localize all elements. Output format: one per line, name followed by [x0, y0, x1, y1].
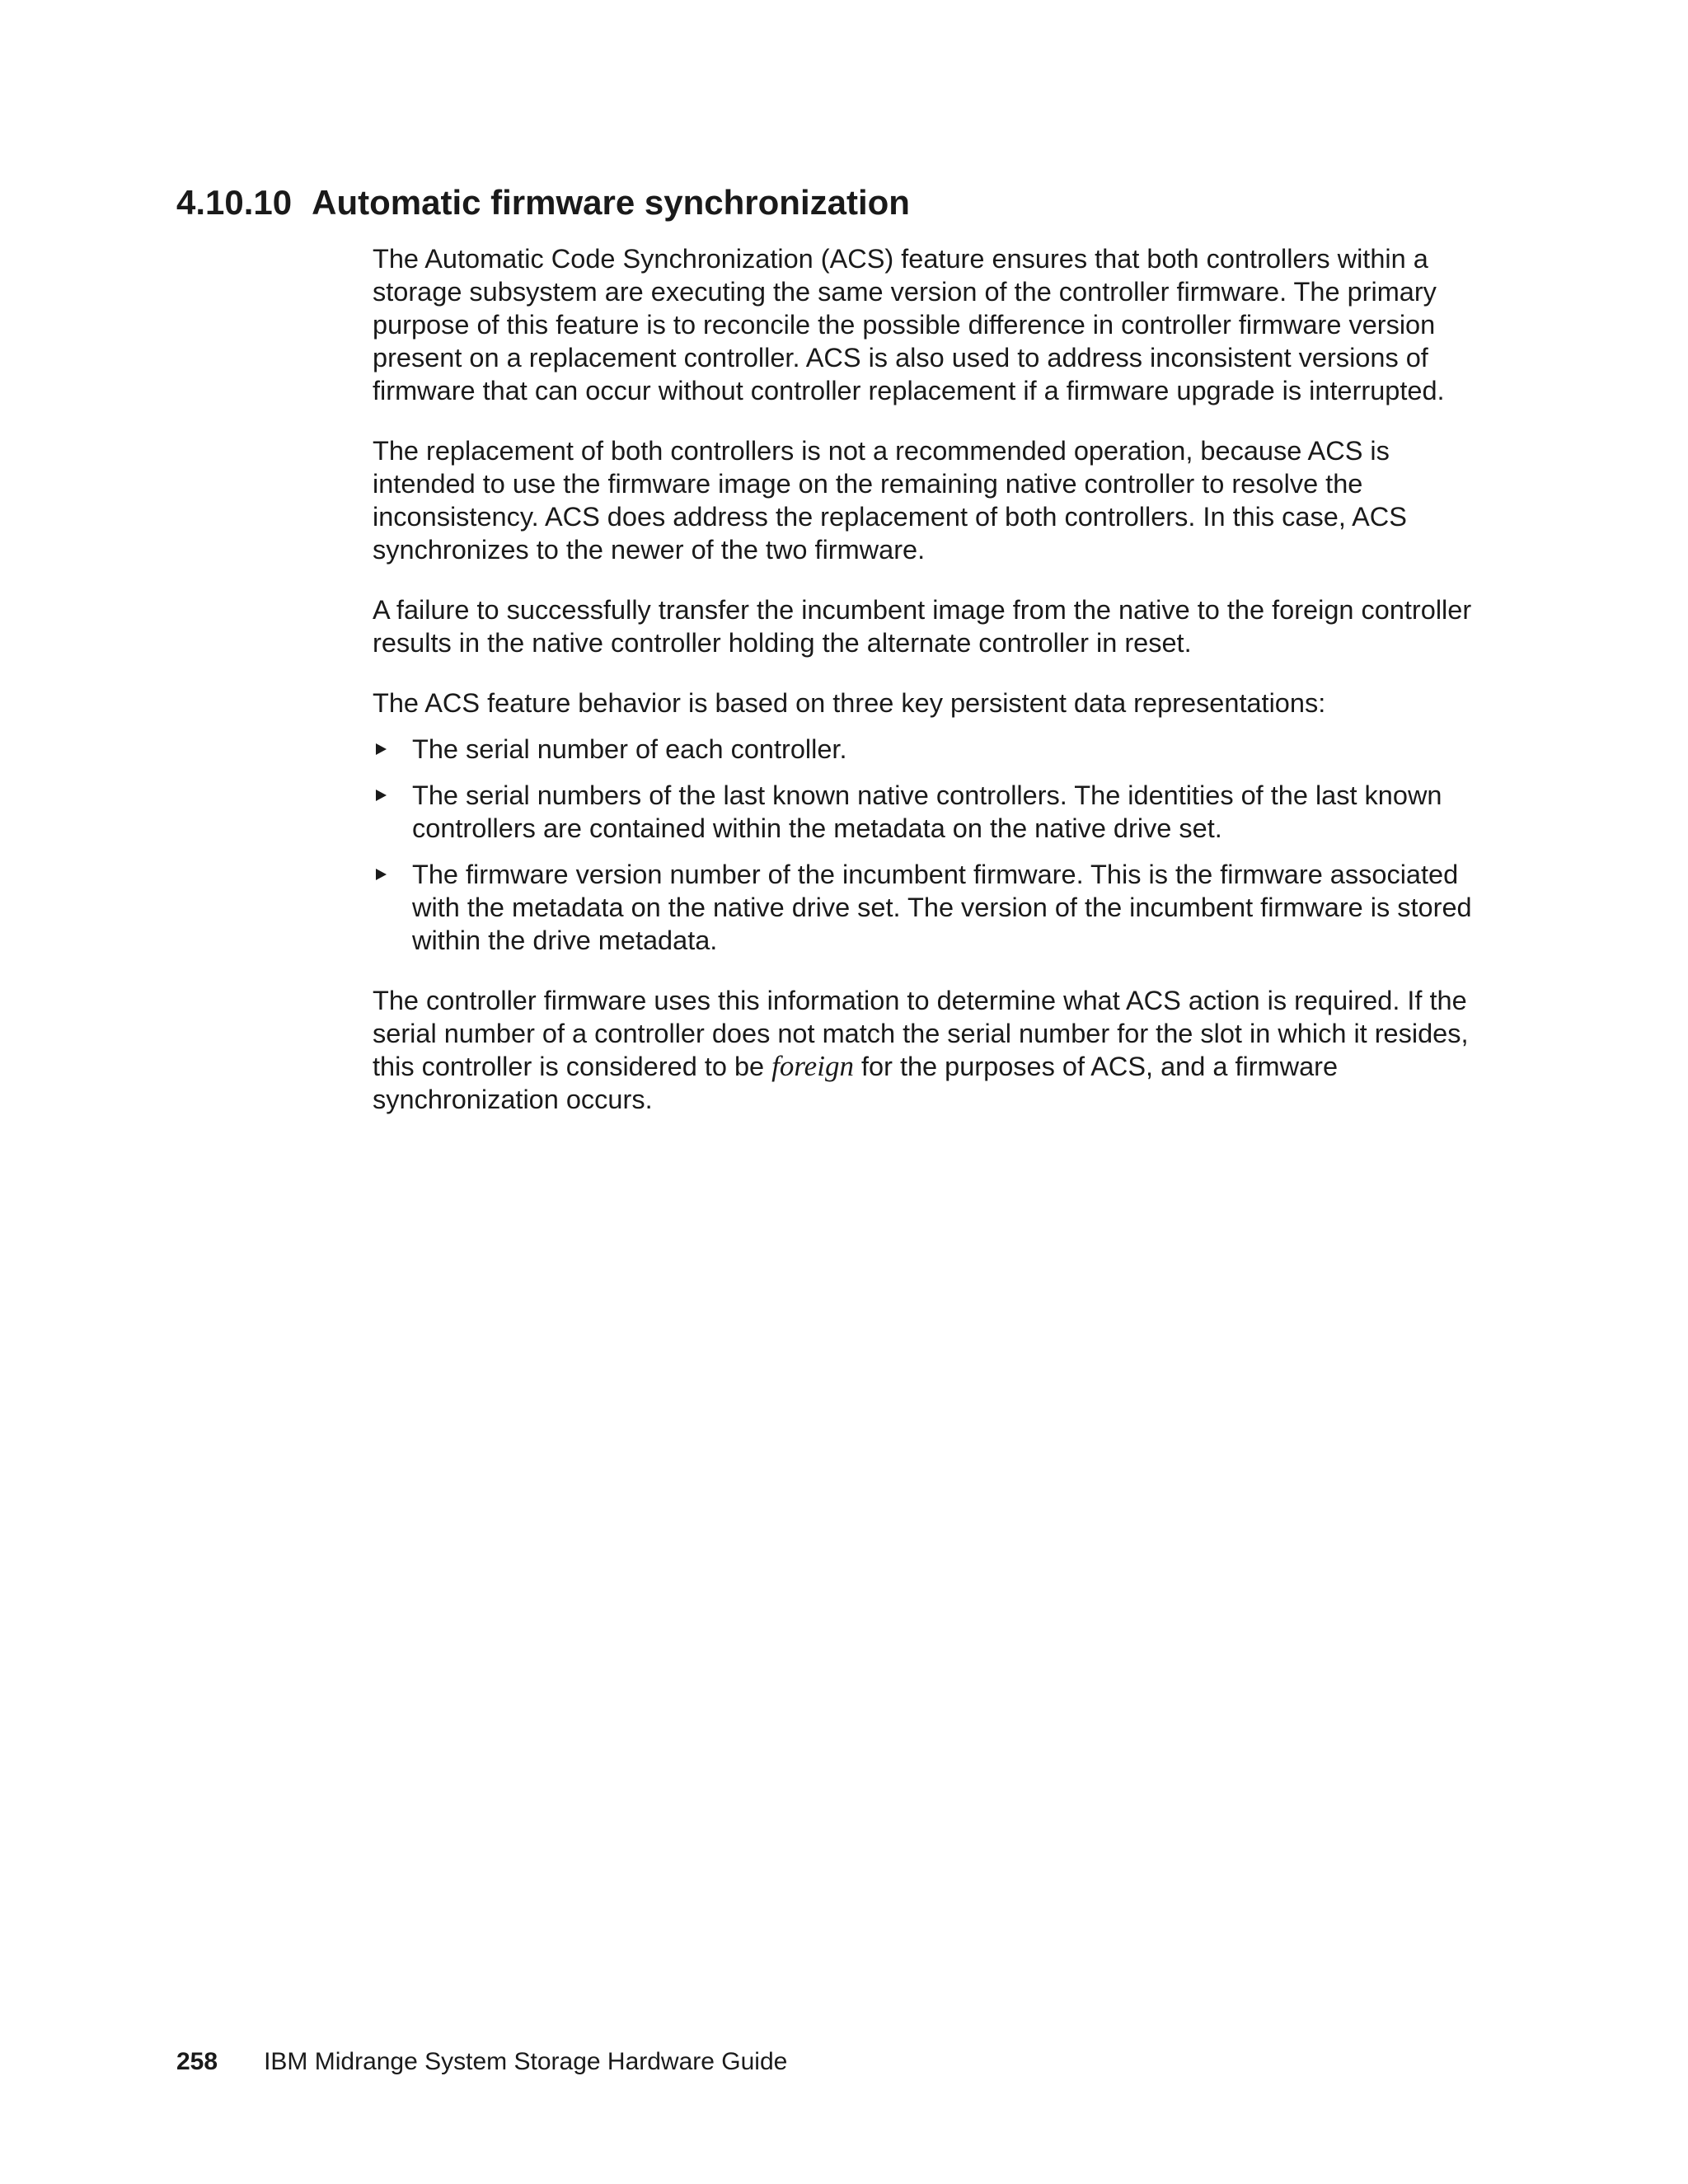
- paragraph-text: for the purposes of ACS, and a firmware synchronization occurs.: [373, 1052, 1339, 1114]
- section-number: 4.10.10: [176, 183, 293, 222]
- bullet-text: The firmware version number of the incumbent firmware. This is the firmware associated with the metadata on the native drive set. The version of the incumbent firmware is stored within the drive metadata.: [412, 860, 1472, 955]
- section-body: [373, 242, 1493, 1143]
- bullet-text: The serial number of each controller.: [412, 734, 847, 764]
- paragraph-transfer-failure: A failure to successfully transfer the incumbent image from the native to the foreign controller results in the native controller holding the alternate controller in reset.: [373, 595, 1472, 658]
- bullet-item: [373, 779, 1493, 845]
- bullet-item: [373, 858, 1493, 957]
- paragraph-data-representations: The ACS feature behavior is based on three key persistent data representations:: [373, 688, 1326, 718]
- paragraph-firmware-action: [373, 984, 1493, 1116]
- page-number: 258: [176, 2048, 218, 2075]
- paragraph-replacement: The replacement of both controllers is not a recommended operation, because ACS is intended to use the firmware image on the remaining native controller to resolve the inconsistency. ACS does address the replacement of both controllers. In this case, ACS synchronizes to the newer of the two firmware.: [373, 436, 1407, 565]
- bullet-list: [373, 733, 1493, 957]
- section-heading: [176, 181, 910, 224]
- bullet-triangle-icon: [376, 869, 387, 880]
- bullet-triangle-icon: [376, 790, 387, 801]
- paragraph-acs-intro: The Automatic Code Synchronization (ACS) feature ensures that both controllers within a storage subsystem are executing the same version of the controller firmware. The primary purpose of this feature is to reconcile the possible difference in controller firmware version present on a replacement controller. ACS is also used to address inconsistent versions of firmware that can occur without controller replacement if a firmware upgrade is interrupted.: [373, 244, 1445, 405]
- book-title: IBM Midrange System Storage Hardware Guide: [264, 2048, 788, 2075]
- bullet-text: The serial numbers of the last known native controllers. The identities of the last known controllers are contained within the metadata on the native drive set.: [412, 780, 1442, 843]
- paragraph-text: The controller firmware uses this information to determine what ACS action is required. If the serial number of a controller does not match the serial number for the slot in which it resides, this controller is considered to be: [373, 986, 1469, 1081]
- emphasis-foreign: foreign: [771, 1050, 854, 1082]
- bullet-triangle-icon: [376, 743, 387, 755]
- bullet-item: [373, 733, 1493, 766]
- section-title: Automatic firmware synchronization: [312, 183, 910, 222]
- page-footer: [176, 2046, 787, 2079]
